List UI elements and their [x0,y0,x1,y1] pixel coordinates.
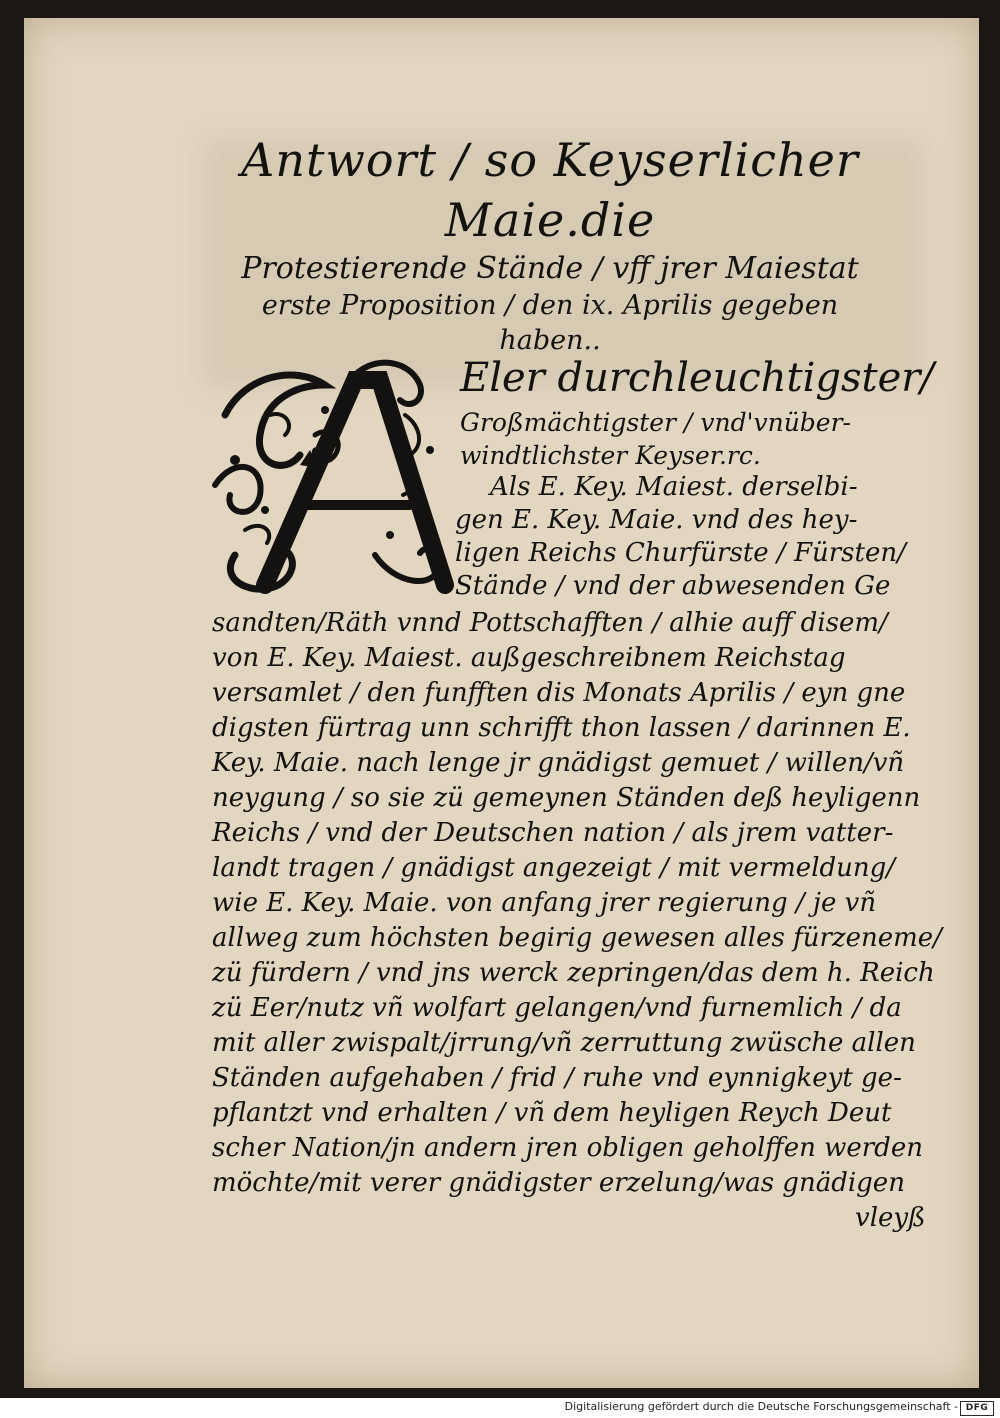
text-line: windtlichster Keyser.rc. [460,441,761,470]
title-line-3: erste Proposition / den ix. Aprilis gegeben [261,290,839,321]
page-title [170,130,930,358]
footer-bar [0,1398,1000,1418]
text-line: zü Eer/nutz vñ wolfart gelangen/vnd furnemlich / da [212,993,902,1023]
text-line: sandten/Räth vnnd Pottschafften / alhie auff disem/ [212,608,888,638]
text-line: Reichs / vnd der Deutschen nation / als jrem vatter- [212,818,894,848]
title-line-2: Protestierende Stände / vff jrer Maiestat [241,251,859,286]
decorated-initial-a-icon [205,355,455,600]
title-line-1: Antwort / so Keyserlicher Maie.die [241,133,859,247]
text-line: landt tragen / gnädigst angezeigt / mit vermeldung/ [212,853,896,883]
text-line: versamlet / den funfften dis Monats Aprilis / eyn gne [212,678,906,708]
text-line: gen E. Key. Maie. vnd des hey- [455,505,858,535]
text-line: wie E. Key. Maie. von anfang jrer regierung / je vñ [212,888,877,918]
text-line: digsten fürtrag unn schrifft thon lassen / darinnen E. [212,713,911,743]
text-line: Als E. Key. Maiest. derselbi- [490,472,858,502]
text-line: von E. Key. Maiest. außgeschreibnem Reichstag [212,643,846,673]
text-line: zü fürdern / vnd jns werck zepringen/das dem h. Reich [212,958,935,988]
text-line: mit aller zwispalt/jrrung/vñ zerruttung zwüsche allen [212,1028,916,1058]
text-line: allweg zum höchsten begirig gewesen alles fürzeneme/ [212,923,942,953]
text-line: ligen Reichs Churfürste / Fürsten/ [455,538,906,568]
text-line: scher Nation/jn andern jren obligen geholffen werden [212,1133,923,1163]
text-line: pflantzt vnd erhalten / vñ dem heyligen Reych Deut [212,1098,892,1128]
title-line-4: haben.. [499,325,601,356]
text-line: möchte/mit verer gnädigster erzelung/was gnädigen [212,1168,905,1198]
catchword: vleyß [855,1203,926,1233]
text-line: neygung / so sie zü gemeynen Ständen deß heyligenn [212,783,921,813]
text-line: Ständen aufgehaben / frid / ruhe vnd eynnigkeyt ge- [212,1063,902,1093]
text-line: Stände / vnd der abwesenden Ge [455,571,891,601]
text-line: Eler durchleuchtigster/ [460,355,934,401]
dfg-logo: DFG [960,1401,994,1416]
text-line: Key. Maie. nach lenge jr gnädigst gemuet / willen/vñ [212,748,905,778]
text-line: Großmächtigster / vnd'vnüber- [460,408,851,437]
funding-notice: Digitalisierung gefördert durch die Deutsche Forschungsgemeinschaft - [564,1400,958,1413]
